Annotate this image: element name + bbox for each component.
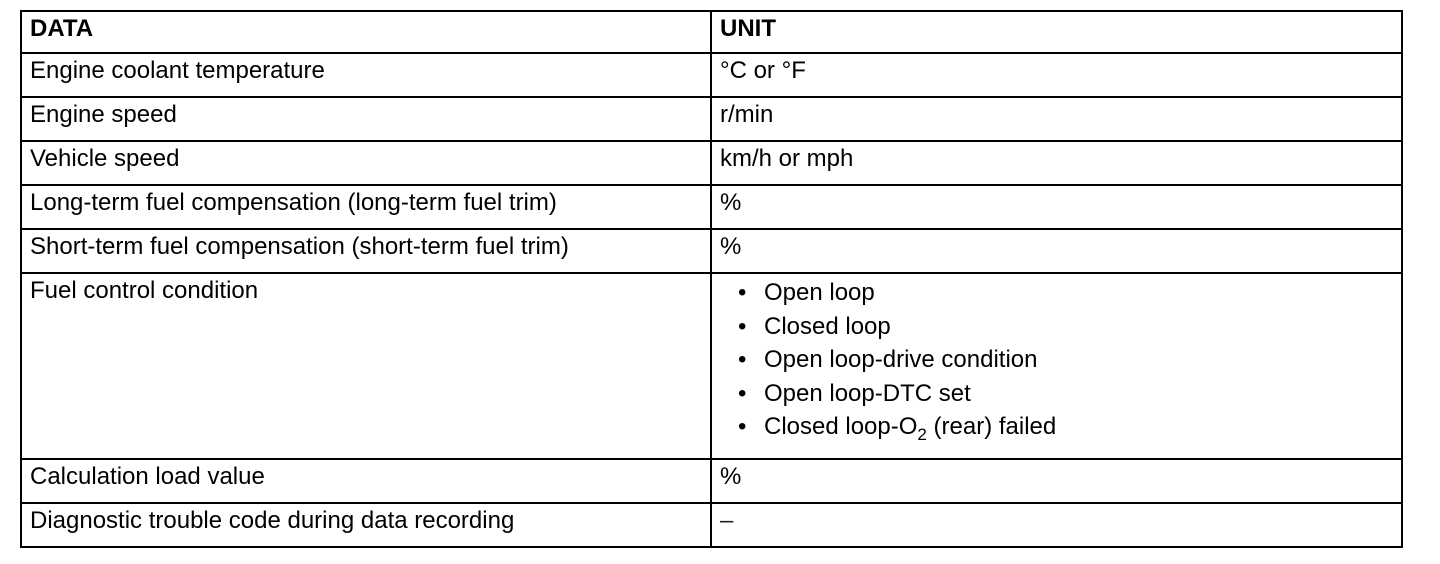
unit-cell: km/h or mph: [711, 141, 1402, 185]
data-cell: Vehicle speed: [21, 141, 711, 185]
list-item-suffix: (rear) failed: [926, 413, 1057, 440]
unit-cell: °C or °F: [711, 53, 1402, 97]
data-cell: Fuel control condition: [21, 273, 711, 459]
unit-cell: %: [711, 185, 1402, 229]
subscript-2: 2: [917, 425, 927, 444]
table-row: [21, 141, 1402, 185]
data-cell: Engine speed: [21, 97, 711, 141]
header-data: DATA: [21, 11, 711, 53]
unit-cell: %: [711, 229, 1402, 273]
data-cell: Calculation load value: [21, 459, 711, 503]
unit-cell-list: [711, 273, 1402, 459]
list-item-prefix: Closed loop-O: [763, 413, 918, 440]
data-cell: Long-term fuel compensation (long-term fuel trim): [21, 185, 711, 229]
table-row: [21, 53, 1402, 97]
data-cell: Diagnostic trouble code during data recording: [21, 503, 711, 547]
unit-cell: %: [711, 459, 1402, 503]
unit-cell: r/min: [711, 97, 1402, 141]
list-item: • Open loop: [738, 276, 1393, 310]
header-unit: UNIT: [711, 11, 1402, 53]
table-header-row: [21, 11, 1402, 53]
fuel-condition-list: [720, 276, 1393, 444]
data-cell: Engine coolant temperature: [21, 53, 711, 97]
data-cell: Short-term fuel compensation (short-term fuel trim): [21, 229, 711, 273]
table-row: [21, 459, 1402, 503]
table-row: [21, 185, 1402, 229]
table-row: [21, 273, 1402, 459]
list-item: • Closed loop: [738, 310, 1393, 344]
unit-cell: –: [711, 503, 1402, 547]
table-row: [21, 97, 1402, 141]
table-row: [21, 503, 1402, 547]
list-item: [738, 410, 1393, 444]
data-unit-table: [20, 10, 1403, 548]
list-item: • Open loop-drive condition: [738, 343, 1393, 377]
table-row: [21, 229, 1402, 273]
list-item: • Open loop-DTC set: [738, 377, 1393, 411]
